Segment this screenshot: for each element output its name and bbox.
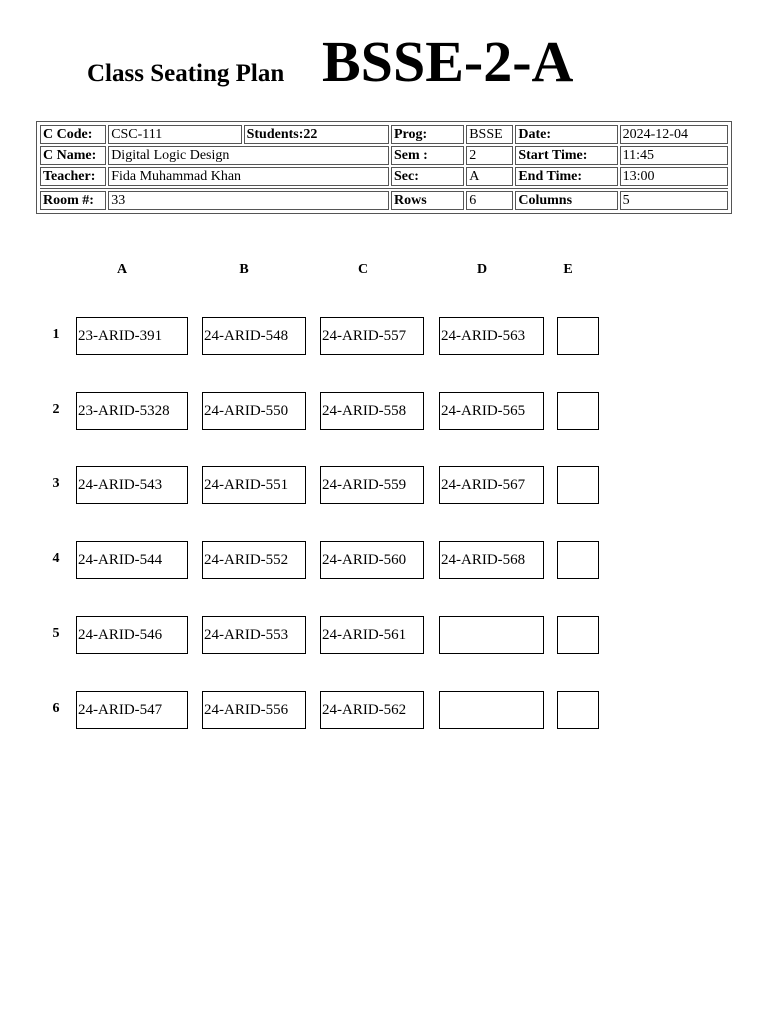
- seat-5-d: [439, 616, 544, 654]
- row-number-5: 5: [52, 626, 60, 641]
- seat-1-d: 24-ARID-563: [439, 317, 544, 355]
- seat-2-c: 24-ARID-558: [320, 392, 424, 430]
- start-time-value: 11:45: [620, 146, 728, 165]
- row-number-1: 1: [52, 327, 60, 342]
- semester-value: 2: [466, 146, 513, 165]
- seat-2-e: [557, 392, 599, 430]
- section-label: Sec:: [391, 167, 464, 186]
- info-row-code: [40, 125, 728, 144]
- start-time-label: Start Time:: [515, 146, 617, 165]
- seat-3-a: 24-ARID-543: [76, 466, 188, 504]
- column-header-d: D: [476, 262, 488, 277]
- seat-4-a: 24-ARID-544: [76, 541, 188, 579]
- column-header-b: B: [239, 262, 249, 277]
- teacher-label: Teacher:: [40, 167, 106, 186]
- seat-1-e: [557, 317, 599, 355]
- course-code-value: CSC-111: [108, 125, 241, 144]
- class-code-title: BSSE-2-A: [322, 29, 574, 94]
- column-header-e: E: [563, 262, 573, 277]
- teacher-value: Fida Muhammad Khan: [108, 167, 389, 186]
- seat-3-b: 24-ARID-551: [202, 466, 306, 504]
- students-count: Students:22: [244, 125, 389, 144]
- seat-5-c: 24-ARID-561: [320, 616, 424, 654]
- semester-label: Sem :: [391, 146, 464, 165]
- info-row-name: [40, 146, 728, 165]
- seat-6-d: [439, 691, 544, 729]
- rows-label: Rows: [391, 191, 464, 210]
- end-time-value: 13:00: [620, 167, 728, 186]
- info-row-teacher: [40, 167, 728, 186]
- seat-6-a: 24-ARID-547: [76, 691, 188, 729]
- page-title: Class Seating Plan: [87, 60, 285, 87]
- end-time-label: End Time:: [515, 167, 617, 186]
- course-code-label: C Code:: [40, 125, 106, 144]
- seat-3-d: 24-ARID-567: [439, 466, 544, 504]
- course-name-value: Digital Logic Design: [108, 146, 389, 165]
- date-label: Date:: [515, 125, 617, 144]
- seat-5-b: 24-ARID-553: [202, 616, 306, 654]
- seat-6-e: [557, 691, 599, 729]
- columns-label: Columns: [515, 191, 617, 210]
- program-label: Prog:: [391, 125, 464, 144]
- seat-1-c: 24-ARID-557: [320, 317, 424, 355]
- room-value: 33: [108, 191, 389, 210]
- course-name-label: C Name:: [40, 146, 106, 165]
- seat-6-c: 24-ARID-562: [320, 691, 424, 729]
- seat-1-a: 23-ARID-391: [76, 317, 188, 355]
- section-value: A: [466, 167, 513, 186]
- seat-1-b: 24-ARID-548: [202, 317, 306, 355]
- row-number-4: 4: [52, 551, 60, 566]
- seat-4-e: [557, 541, 599, 579]
- rows-value: 6: [466, 191, 513, 210]
- row-number-2: 2: [52, 402, 60, 417]
- page-header: [0, 30, 768, 110]
- info-separator: [40, 188, 728, 189]
- program-value: BSSE: [466, 125, 513, 144]
- seat-5-a: 24-ARID-546: [76, 616, 188, 654]
- seat-2-a: 23-ARID-5328: [76, 392, 188, 430]
- info-row-room: [40, 191, 728, 210]
- seat-2-b: 24-ARID-550: [202, 392, 306, 430]
- seat-4-b: 24-ARID-552: [202, 541, 306, 579]
- row-number-3: 3: [52, 476, 60, 491]
- column-header-a: A: [116, 262, 128, 277]
- seat-2-d: 24-ARID-565: [439, 392, 544, 430]
- seat-4-d: 24-ARID-568: [439, 541, 544, 579]
- seat-6-b: 24-ARID-556: [202, 691, 306, 729]
- date-value: 2024-12-04: [620, 125, 728, 144]
- row-number-6: 6: [52, 701, 60, 716]
- seat-3-c: 24-ARID-559: [320, 466, 424, 504]
- course-info-table: [36, 121, 732, 214]
- columns-value: 5: [620, 191, 728, 210]
- column-header-c: C: [357, 262, 369, 277]
- seat-4-c: 24-ARID-560: [320, 541, 424, 579]
- seat-3-e: [557, 466, 599, 504]
- seat-5-e: [557, 616, 599, 654]
- room-label: Room #:: [40, 191, 106, 210]
- separator-line: [40, 188, 728, 189]
